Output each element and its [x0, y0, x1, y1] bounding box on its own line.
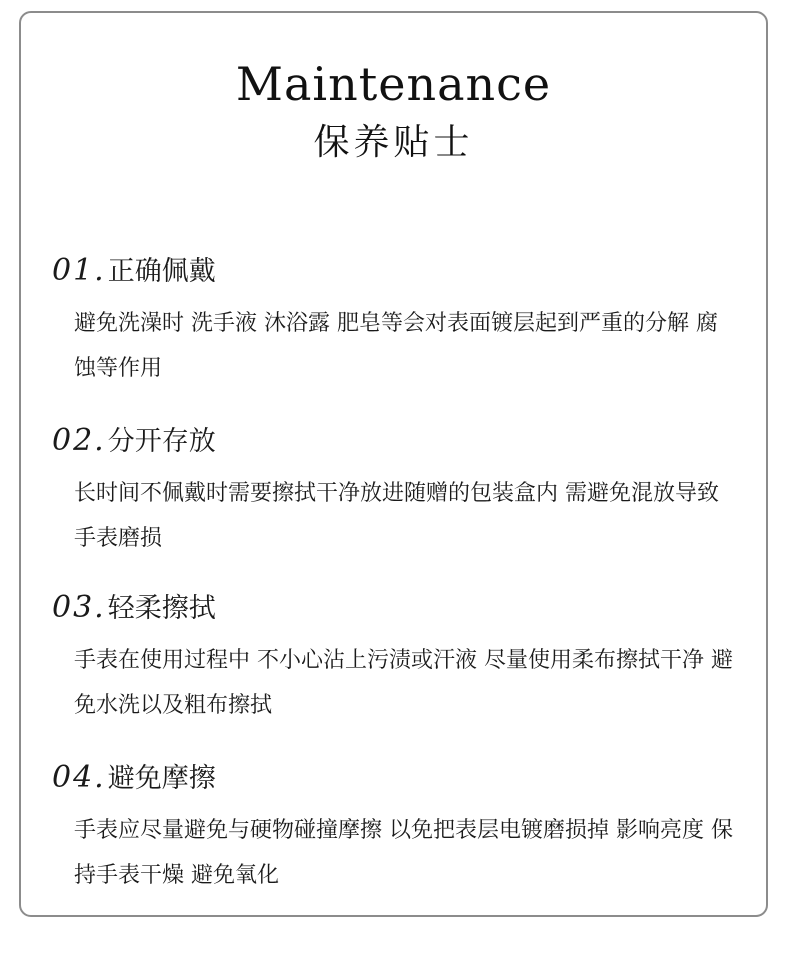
page-title: Maintenance — [235, 57, 552, 111]
tip-body: 手表在使用过程中 不小心沾上污渍或汗液 尽量使用柔布擦拭干净 避免水洗以及粗布擦拭 — [74, 648, 733, 718]
tip-body: 长时间不佩戴时需要擦拭干净放进随赠的包装盒内 需避免混放导致手表磨损 — [74, 481, 719, 551]
tip-body: 手表应尽量避免与硬物碰撞摩擦 以免把表层电镀磨损掉 影响亮度 保持手表干燥 避免氧化 — [74, 818, 733, 888]
tip-heading — [52, 756, 742, 796]
tip-title: 分开存放 — [107, 426, 216, 457]
tip-title: 避免摩擦 — [107, 763, 216, 794]
tip-title: 轻柔擦拭 — [107, 593, 216, 624]
tip-heading — [52, 419, 742, 459]
tip-title: 正确佩戴 — [107, 256, 216, 287]
tip-number: 02. — [52, 423, 106, 458]
tip-section-4 — [52, 756, 742, 898]
tip-number: 01. — [52, 253, 106, 288]
tip-number: 04. — [52, 760, 106, 795]
tip-heading — [52, 249, 742, 289]
tip-section-3 — [52, 586, 742, 728]
tip-body: 避免洗澡时 洗手液 沐浴露 肥皂等会对表面镀层起到严重的分解 腐蚀等作用 — [74, 311, 718, 381]
tip-section-1 — [52, 249, 742, 391]
tip-number: 03. — [52, 590, 106, 625]
maintenance-card — [19, 11, 768, 917]
page-subtitle: 保养贴士 — [313, 122, 474, 163]
tip-heading — [52, 586, 742, 626]
tip-section-2 — [52, 419, 742, 561]
